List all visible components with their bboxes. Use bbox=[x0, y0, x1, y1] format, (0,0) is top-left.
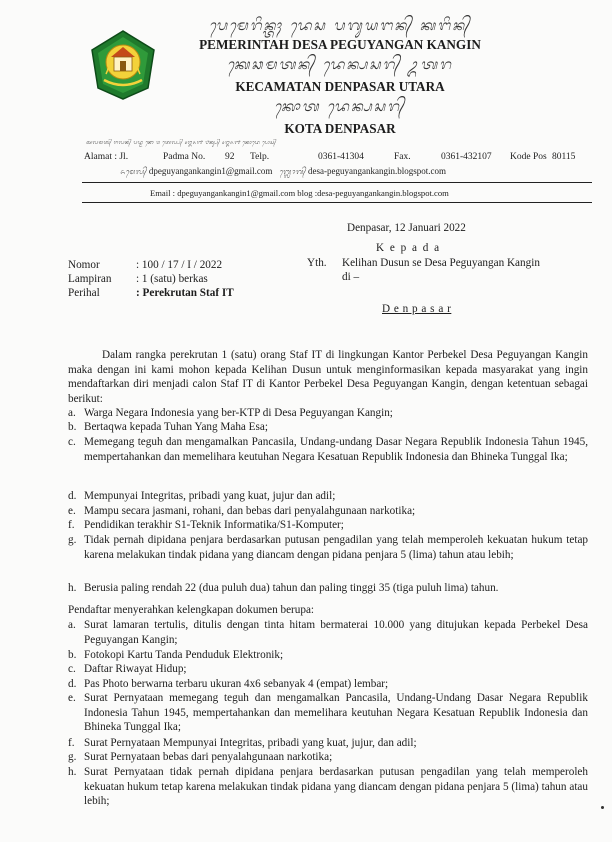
list-marker: a. bbox=[68, 407, 76, 419]
list-marker: e. bbox=[68, 692, 76, 704]
email-blog-line: Email : dpeguyangankangin1@gmail.com blog :desa-peguyangankangin.blogspot.com bbox=[150, 188, 449, 198]
recipient-di: di – bbox=[342, 271, 360, 283]
meta-value-perihal: : Perekrutan Staf IT bbox=[136, 287, 234, 299]
list-item-text: Tidak pernah dipidana penjara berdasarkan putusan pengadilan yang telah memperoleh kekuatan hukum tetap karena melakukan tindak pidana yang diancam dengan pidana penjara 5 (lima) tahun atau lebih; bbox=[84, 534, 588, 561]
address-phone-label: Telp. bbox=[250, 152, 270, 162]
address-phone: 0361-41304 bbox=[318, 152, 364, 162]
list-marker: h. bbox=[68, 582, 77, 594]
village-emblem-logo bbox=[90, 30, 156, 100]
address-fax: 0361-432107 bbox=[441, 152, 492, 162]
list-marker: h. bbox=[68, 766, 77, 778]
kepada-label: K e p a d a bbox=[376, 242, 441, 254]
balinese-script-line-3: ᬓᭀᬢ ᬤᬾᬦ᭄ᬧᬲᬭ᭄ bbox=[274, 99, 406, 115]
header-title-district: KECAMATAN DENPASAR UTARA bbox=[235, 79, 445, 94]
list-marker: f. bbox=[68, 737, 75, 749]
meta-value-lampiran: : 1 (satu) berkas bbox=[136, 273, 208, 285]
list-item bbox=[68, 581, 588, 596]
list-item bbox=[68, 765, 588, 809]
header-title-city: KOTA DENPASAR bbox=[284, 121, 396, 136]
list-item bbox=[68, 662, 588, 677]
list-item-text: Fotokopi Kartu Tanda Penduduk Elektronik; bbox=[84, 649, 284, 661]
header-divider-bottom bbox=[82, 202, 592, 203]
list-marker: b. bbox=[68, 421, 77, 433]
list-marker: c. bbox=[68, 663, 76, 675]
list-item-text: Berusia paling rendah 22 (dua puluh dua) tahun dan paling tinggi 35 (tiga puluh lima) tahun. bbox=[84, 582, 499, 594]
list-item bbox=[68, 435, 588, 464]
list-item bbox=[68, 533, 588, 562]
address-street: Alamat : Jl. bbox=[84, 152, 129, 162]
meta-value-nomor: : 100 / 17 / I / 2022 bbox=[136, 259, 223, 271]
letter-date: Denpasar, 12 Januari 2022 bbox=[347, 222, 466, 234]
list-item bbox=[68, 504, 588, 519]
address-number: 92 bbox=[225, 152, 235, 162]
contact-balinese-line bbox=[120, 166, 446, 180]
list-item-text: Warga Negara Indonesia yang ber-KTP di Desa Peguyangan Kangin; bbox=[84, 407, 393, 419]
list-marker: d. bbox=[68, 490, 77, 502]
list-item-text: Mampu secara jasmani, rohani, dan bebas dari penyalahgunaan narkotika; bbox=[84, 505, 416, 517]
list-item-text: Surat Pernyataan tidak pernah dipidana penjara berdasarkan putusan pengadilan yang telah memperoleh kekuatan hukum tetap karena melakukan tindak pidana yang diancam dengan pidana penjara 5 (lima) tahun atau lebih; bbox=[84, 766, 588, 807]
blog-balinese-value: desa-peguyangankangin.blogspot.com bbox=[308, 166, 446, 176]
list-item bbox=[68, 489, 588, 504]
address-postcode: 80115 bbox=[552, 152, 576, 162]
address-postcode-label: Kode Pos bbox=[510, 152, 547, 162]
list-item-text: Pendidikan terakhir S1-Teknik Informatika/S1-Komputer; bbox=[84, 519, 344, 531]
scan-speck bbox=[601, 806, 604, 809]
list-marker: a. bbox=[68, 619, 76, 631]
meta-label-perihal: Perihal bbox=[68, 287, 100, 299]
address-street-name: Padma No. bbox=[163, 152, 206, 162]
list-item bbox=[68, 691, 588, 735]
list-marker: c. bbox=[68, 436, 76, 448]
email-balinese-value: dpeguyangankangin1@gmail.com bbox=[148, 166, 273, 176]
list-item-text: Surat Pernyataan bebas dari penyalahgunaan narkotika; bbox=[84, 751, 333, 763]
list-item-text: Bertaqwa kepada Tuhan Yang Maha Esa; bbox=[84, 421, 268, 433]
list-item bbox=[68, 736, 588, 751]
list-item-text: Daftar Riwayat Hidup; bbox=[84, 663, 187, 675]
list-item-text: Mempunyai Integritas, pribadi yang kuat, jujur dan adil; bbox=[84, 490, 336, 502]
list-item bbox=[68, 518, 588, 533]
header-title-government: PEMERINTAH DESA PEGUYANGAN KANGIN bbox=[199, 37, 481, 52]
blog-balinese-label: ᬩ᭄ᬮᭀᬕ᭄ bbox=[279, 168, 306, 176]
list-item bbox=[68, 648, 588, 663]
list-marker: f. bbox=[68, 519, 75, 531]
list-item-text: Surat lamaran tertulis, ditulis dengan tinta hitam bermaterai 10.000 yang ditujukan kepada Perbekel Desa Peguyangan Kangin; bbox=[84, 619, 588, 646]
list-item bbox=[68, 406, 588, 421]
list-item bbox=[68, 618, 588, 647]
balinese-script-line-1: ᬧᬾᬫᬾᬭᬶᬦ᭄ᬢᬄ ᬤᬾᬲ ᬧᬕᬸᬬᬗᬦ᭄ ᬓᬗᬶᬦ᭄ bbox=[208, 18, 472, 34]
list-item-text: Surat Pernyataan Mempunyai Integritas, pribadi yang kuat, jujur, dan adil; bbox=[84, 737, 417, 749]
list-marker: g. bbox=[68, 751, 77, 763]
list-marker: d. bbox=[68, 678, 77, 690]
header-divider-top bbox=[82, 182, 592, 183]
list-marker: e. bbox=[68, 505, 76, 517]
yth-label: Yth. bbox=[307, 257, 327, 269]
meta-label-nomor: Nomor bbox=[68, 259, 100, 271]
balinese-script-line-2: ᬓᬾᬘᬫᬢᬦ᭄ ᬤᬾᬦ᭄ᬧᬲᬭ᭄ ᬉᬢᬭ bbox=[227, 57, 453, 73]
email-balinese-label: ᬏᬫᬾᬮ᭄ bbox=[120, 168, 147, 176]
list-item-text: Pas Photo berwarna terbaru ukuran 4x6 sebanyak 4 (empat) lembar; bbox=[84, 678, 389, 690]
documents-intro: Pendaftar menyerahkan kelengkapan dokumen berupa: bbox=[68, 604, 315, 616]
address-balinese-script: ᬅᬮᬫᬢ᭄ ᬚᬮᬦ᭄ ᬧᬤ᭄ᬫ ᬦᭀ ᬯ ᬢᬾᬮ᭄ᬧ᭄ ᭐᭓᭖᭑ ᬨᬓ᭄ᬲ᭄ ᭐᭓᭖᭑ ᬓᭀᬤᬾ ᬧᭀᬲ᭄ bbox=[86, 140, 277, 146]
list-item bbox=[68, 750, 588, 765]
recipient-city: D e n p a s a r bbox=[382, 303, 452, 315]
list-item bbox=[68, 420, 588, 435]
recipient: Kelihan Dusun se Desa Peguyangan Kangin bbox=[342, 257, 540, 269]
list-item bbox=[68, 677, 588, 692]
list-marker: g. bbox=[68, 534, 77, 546]
intro-paragraph: Dalam rangka perekrutan 1 (satu) orang Staf IT di lingkungan Kantor Perbekel Desa Peguyangan Kangin maka dengan ini kami mohon kepada Kelihan Dusun untuk menginformasikan kepada masyarakat yang ingin mendaftarkan diri menjadi calon Staf IT di Kantor Perbekel Desa Peguyangan Kangin, dengan ketentuan sebagai berikut: bbox=[68, 349, 588, 405]
list-item-text: Surat Pernyataan memegang teguh dan mengamalkan Pancasila, Undang-Undang Dasar Negara Republik Indonesia Tahun 1945, mempertahankan dan memelihara keutuhan Negara Kesatuan Republik Indonesia dan Bhineka Tunggal Ika; bbox=[84, 692, 588, 733]
list-marker: b. bbox=[68, 649, 77, 661]
list-item-text: Memegang teguh dan mengamalkan Pancasila, Undang-undang Dasar Negara Republik Indonesia Tahun 1945, mempertahankan dan memelihara keutuhan Negara Kesatuan Republik Indonesia dan Bhineka Tunggal Ika; bbox=[84, 436, 588, 463]
address-fax-label: Fax. bbox=[394, 152, 411, 162]
meta-label-lampiran: Lampiran bbox=[68, 273, 112, 285]
